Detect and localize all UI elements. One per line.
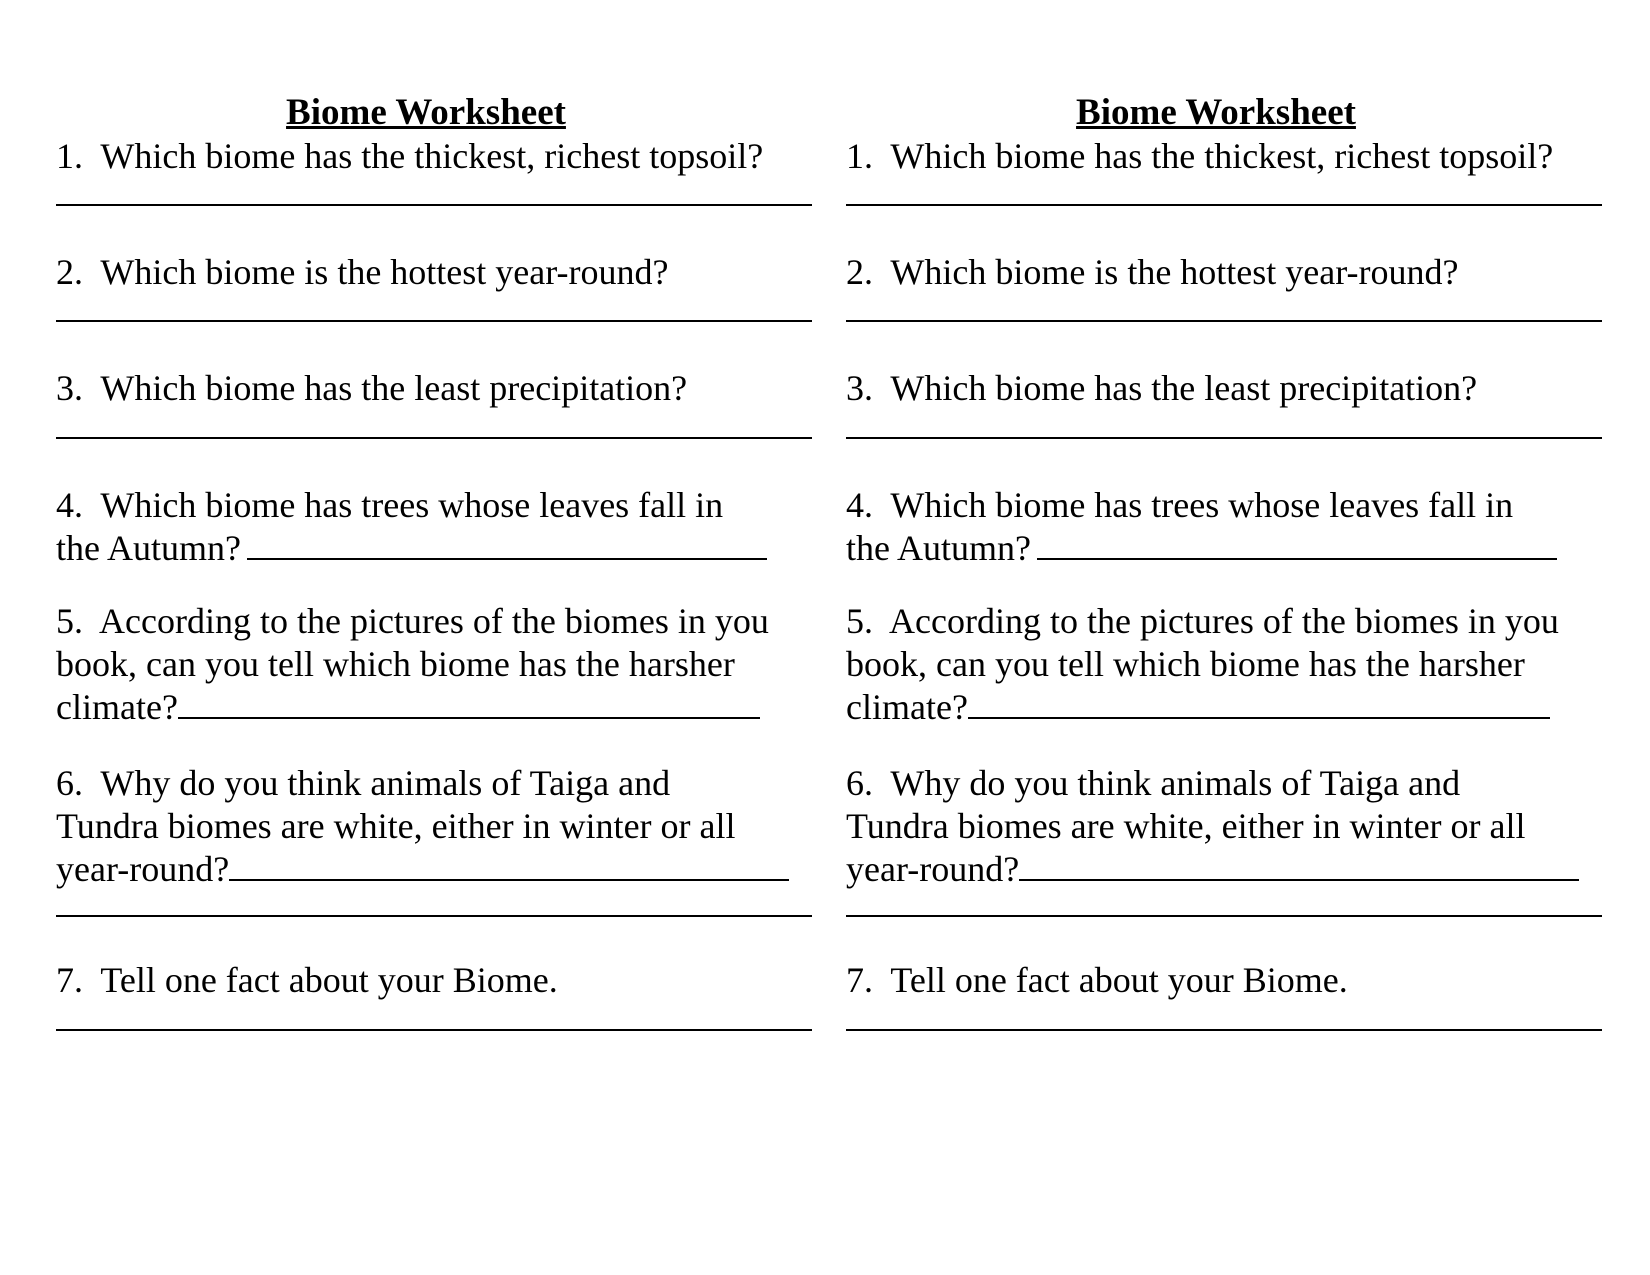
answer-line[interactable] — [846, 204, 1602, 206]
question-text: the Autumn? — [846, 528, 1031, 568]
worksheet-left — [56, 91, 816, 1031]
question-number: 7 . — [56, 960, 100, 1000]
question-2 — [846, 251, 1606, 294]
question-number: 6 . — [846, 763, 890, 803]
answer-line[interactable] — [56, 915, 812, 917]
question-5 — [846, 600, 1606, 729]
question-text: Tundra biomes are white, either in winter or all — [56, 806, 736, 846]
question-number: 6 . — [56, 763, 100, 803]
question-number: 4 . — [56, 485, 100, 525]
question-4 — [846, 484, 1606, 570]
question-text: Tell one fact about your Biome. — [100, 960, 558, 1000]
question-7 — [846, 959, 1606, 1002]
question-1 — [846, 135, 1606, 178]
question-text: Why do you think animals of Taiga and — [100, 763, 671, 803]
question-number: 1 . — [56, 136, 100, 176]
question-number: 7 . — [846, 960, 890, 1000]
question-text: Tell one fact about your Biome. — [890, 960, 1348, 1000]
question-text: book, can you tell which biome has the harsher — [56, 644, 735, 684]
question-3 — [846, 367, 1606, 410]
question-3 — [56, 367, 816, 410]
question-text: climate? — [846, 687, 968, 727]
answer-blank[interactable] — [247, 558, 767, 560]
answer-blank[interactable] — [1037, 558, 1557, 560]
worksheet-title: Biome Worksheet — [1076, 92, 1356, 133]
question-text: According to the pictures of the biomes in you — [889, 601, 1559, 641]
answer-line[interactable] — [846, 915, 1602, 917]
question-number: 3 . — [56, 368, 100, 408]
question-text: Tundra biomes are white, either in winter or all — [846, 806, 1526, 846]
question-number: 5 . — [846, 601, 889, 641]
answer-line[interactable] — [56, 320, 812, 322]
question-text: year-round? — [56, 849, 230, 889]
question-1 — [56, 135, 816, 178]
answer-blank[interactable] — [229, 879, 789, 881]
question-number: 1 . — [846, 136, 890, 176]
answer-line[interactable] — [846, 320, 1602, 322]
worksheet-right — [846, 91, 1606, 1031]
question-text: climate? — [56, 687, 178, 727]
question-text: Why do you think animals of Taiga and — [890, 763, 1461, 803]
answer-line[interactable] — [56, 204, 812, 206]
answer-blank[interactable] — [178, 717, 760, 719]
question-text: book, can you tell which biome has the harsher — [846, 644, 1525, 684]
question-text: Which biome is the hottest year-round? — [100, 252, 669, 292]
question-number: 5 . — [56, 601, 99, 641]
question-text: the Autumn? — [56, 528, 241, 568]
question-5 — [56, 600, 816, 729]
question-6 — [56, 762, 816, 891]
question-number: 2 . — [56, 252, 100, 292]
question-7 — [56, 959, 816, 1002]
question-4 — [56, 484, 816, 570]
question-text: According to the pictures of the biomes in you — [99, 601, 769, 641]
question-number: 3 . — [846, 368, 890, 408]
question-2 — [56, 251, 816, 294]
question-number: 4 . — [846, 485, 890, 525]
question-text: Which biome has the least precipitation? — [100, 368, 688, 408]
question-text: Which biome has the least precipitation? — [890, 368, 1478, 408]
answer-blank[interactable] — [1019, 879, 1579, 881]
question-text: Which biome has the thickest, richest topsoil? — [890, 136, 1554, 176]
question-text: Which biome has trees whose leaves fall in — [100, 485, 724, 525]
answer-line[interactable] — [56, 1029, 812, 1031]
question-number: 2 . — [846, 252, 890, 292]
answer-line[interactable] — [56, 437, 812, 439]
question-text: Which biome has the thickest, richest topsoil? — [100, 136, 764, 176]
answer-line[interactable] — [846, 1029, 1602, 1031]
question-text: Which biome is the hottest year-round? — [890, 252, 1459, 292]
answer-blank[interactable] — [968, 717, 1550, 719]
answer-line[interactable] — [846, 437, 1602, 439]
question-text: Which biome has trees whose leaves fall in — [890, 485, 1514, 525]
worksheet-title: Biome Worksheet — [286, 92, 566, 133]
question-6 — [846, 762, 1606, 891]
question-text: year-round? — [846, 849, 1020, 889]
